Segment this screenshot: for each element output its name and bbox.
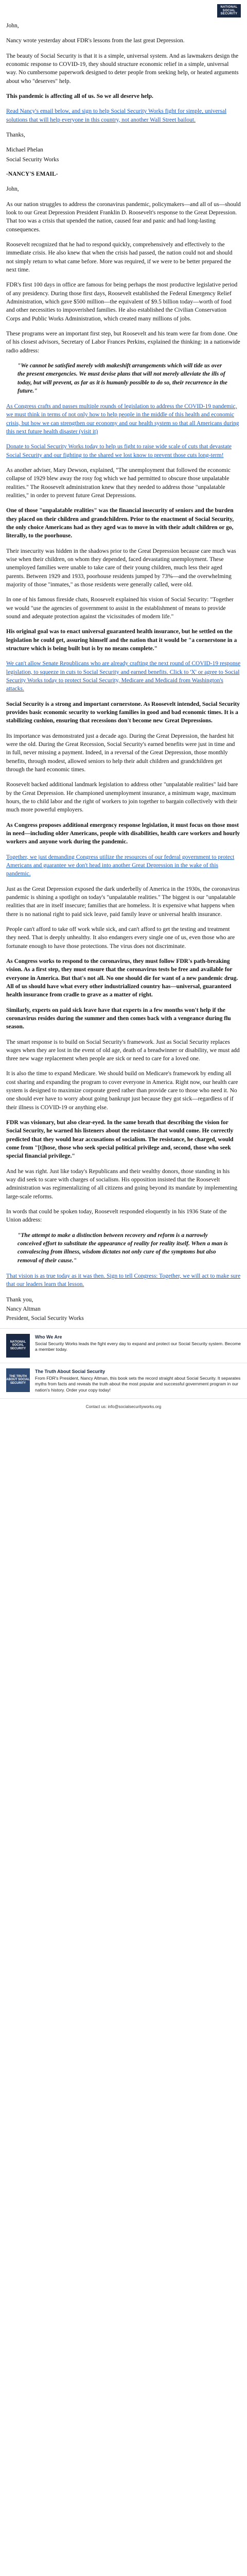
intro-paragraph: The beauty of Social Security is that it is a simple, universal system. And as lawmakers design the economic response to COVID-19, they should structure economic relief in a simple, universal way. No cumbersome paperwork designed to deter people from seeking help, or heated arguments about who "deserves" help. bbox=[6, 53, 239, 84]
signature-thanks: Thank you, bbox=[6, 1296, 33, 1303]
body-paragraph: His original goal was to enact universal guaranteed health insurance, but he settled on the legislation he could get, assuring himself and the nation that it would be "a cornerstone in a structure which is being built but is by no means complete." bbox=[6, 629, 237, 652]
signature-name: Michael Phelan bbox=[6, 147, 43, 154]
footer-item-title: Who We Are bbox=[35, 1334, 62, 1340]
body-paragraph: People can't afford to take off work while sick, and can't afford to get the testing and treatment they need. That is deeply unhealthy. It also endangers every single one of us, even those who are fortunate enough to have those protections. The virus does not discriminate. bbox=[6, 926, 235, 950]
body-paragraph: As Congress proposes additional emergency response legislation, it must focus on those most in need—including older Americans, people with disabilities, health care workers and hourly workers and anyone work during the pandemic. bbox=[6, 822, 240, 845]
body-paragraph: In words that could be spoken today, Roosevelt responded eloquently in his 1936 State of the Union address: bbox=[6, 1209, 227, 1224]
footer-logo-thumbnail: NATIONAL SOCIAL SECURITY bbox=[6, 1334, 30, 1358]
cta-link[interactable]: Read Nancy's email below, and sign to help Social Security Works fight for simple, universal solutions that will help everyone in this country, not another Wall Street bailout. bbox=[6, 108, 227, 123]
cta-link[interactable]: As Congress crafts and passes multiple rounds of legislation to address the COVID-19 pandemic, we must think in terms of not only how to help people in the middle of this health and economic crisis, but how we can strengthen our economy and our health system so that all Americans during this next future health disaster (visit it) bbox=[6, 403, 239, 435]
body-paragraph: As our nation struggles to address the coronavirus pandemic, policymakers—and all of us—should look to our Great Depression President Franklin D. Roosevelt's response to the Great Depression. That too was a crisis that upended the nation, caused fear and panic and had long-lasting consequences. bbox=[6, 201, 241, 233]
quote-perkins: "We cannot be satisfied merely with makeshift arrangements which will tide us over the present emergencies. We must devise plans that will not merely alleviate the ills of today, but will prevent, as far as it is humanly possible to do so, their recurrence in the future." bbox=[17, 362, 227, 394]
cta-paragraph bbox=[6, 659, 241, 693]
section-divider: -NANCY'S EMAIL- bbox=[6, 171, 58, 177]
body-paragraph: Their insecurity was hidden in the shadows prior to the Great Depression because care much was wise when their children, on whom they depended, faced devastating unemployment. These unemployed families were unable to take care of their young children, much less their aged parents. Between 1929 and 1933, poorhouse residents jumped by 73%—and the overwhelming majority of those "inmates," as those residents were generally called, were old. bbox=[6, 548, 236, 588]
donate-link[interactable]: Donate to Social Security Works today to help us fight to raise wide scale of cuts that devastate Social Security and our fighting to the shared we lost know to prevent those cuts long-term! bbox=[6, 444, 232, 459]
cta-paragraph bbox=[6, 402, 241, 436]
body-paragraph: As another adviser, Mary Dewson, explained, "The unemployment that followed the economic collapse of 1929 blew away the rosy fog which we had permitted to obscure those unpalatable realities." The Roosevelt administration knew that they needed to address those "unpalatable realities," in order to prevent future Great Depressions. bbox=[6, 467, 231, 499]
signature-org: Social Security Works bbox=[6, 156, 59, 163]
cta-link-paragraph bbox=[6, 107, 241, 124]
footer-item-who-we-are[interactable] bbox=[0, 1329, 247, 1363]
body-paragraph: The smart response is to build on Social Security's framework. Just as Social Security replaces wages when they are lost in the event of old age, death of a breadwinner or disability, we must add three new wage replacement when people are sick or need to care for a loved one. bbox=[6, 1039, 240, 1062]
cta-paragraph bbox=[6, 1272, 241, 1289]
body-paragraph: Similarly, experts on paid sick leave have that experts in a few months won't help if the coronavirus resides during the summer and then comes back with a vengeance during flu season. bbox=[6, 1007, 231, 1030]
body-paragraph: As Congress works to respond to the coronavirus, they must follow FDR's path-breaking vision. As a first step, they must ensure that the coronavirus tests be free and available for everyone in America. But that's not all. No one should die for want of a new pandemic drug. All of us should have what every other industrialized country has—universal, guaranteed health insurance from cradle to grave as a matter of right. bbox=[6, 958, 238, 998]
body-paragraph: Its importance was demonstrated just a decade ago. During the Great Depression, the hardest hit were the old. During the Great Recession, Social Security's earned benefits were just in time and in full, never missing a payment. Indeed, in a reversal of the Great Depression, those monthly benefits, through modest, allowed seniors to help their adult children and grandchildren get through the hard economic times. bbox=[6, 733, 235, 773]
cta-paragraph bbox=[6, 853, 241, 878]
brand-logo[interactable]: NATIONAL SOCIAL SECURITY bbox=[217, 4, 241, 18]
body-paragraph: And he was right. Just like today's Republicans and their wealthy donors, those standing in his way did seek to scare with charges of socialism. His opposition insisted that the Roosevelt administration was regimentalizing of all citizens and going beyond its mandate by implementing large-scale reforms. bbox=[6, 1168, 238, 1200]
intro-paragraph: Nancy wrote yesterday about FDR's lessons from the last great Depression. bbox=[6, 38, 185, 44]
signature-name: Nancy Altman bbox=[6, 1306, 41, 1313]
signature-michael bbox=[6, 146, 241, 164]
body-paragraph: These programs were an important first step, but Roosevelt and his team were far from done. One of his closest advisors, Secretary of Labor Frances Perkins, explained the thinking: in a nationwide radio address: bbox=[6, 330, 240, 354]
body-paragraph: One of those "unpalatable realities" was the financial insecurity of seniors and the burden they placed on their children and grandchildren. Prior to the enactment of Social Security, the only choice Americans had as they aged was to move in with their adult children or go, literally, to the poorhouse. bbox=[6, 507, 234, 539]
contact-line[interactable]: Contact us: info@socialsecurityworks.org bbox=[85, 1404, 162, 1410]
signature-org: President, Social Security Works bbox=[6, 1315, 84, 1322]
book-cover-thumbnail: THE TRUTH ABOUT SOCIAL SECURITY bbox=[6, 1368, 30, 1392]
footer-item-text: Social Security Works leads the fight every day to expand and protect our Social Security system. Become a member today. bbox=[35, 1341, 241, 1352]
cta-link[interactable]: That vision is as true today as it was then. Sign to tell Congress: Together, we will act to make sure that our leaders learn that lesson. bbox=[6, 1273, 241, 1288]
email-body bbox=[0, 16, 247, 1323]
cta-paragraph bbox=[6, 443, 241, 460]
body-paragraph: Just as the Great Depression exposed the dark underbelly of America in the 1930s, the coronavirus pandemic is shining a spotlight on today's "unpalatable realities." The biggest is our "unpalatable realities that are in itself insecure; families that are homeless. It is expensive what happens when there is no national right to paid sick leave, paid family leave or universal health insurance. bbox=[6, 886, 240, 918]
bold-line: This pandemic is affecting all of us. So we all deserve help. bbox=[6, 93, 153, 99]
salutation: John, bbox=[6, 186, 19, 193]
footer-item-text: From FDR's President, Nancy Altman, this book sets the record straight about Social Security. It separates myths from facts and reveals the truth about the most popular and successful government program in our nation's history. Order your copy today! bbox=[35, 1375, 241, 1393]
thanks: Thanks, bbox=[6, 131, 25, 138]
footer-item-title: The Truth About Social Security bbox=[35, 1368, 105, 1374]
cta-link[interactable]: Together, we just demanding Congress utilize the resources of our federal government to protect Americans and guarantee we don't head into another Great Depression in the wake of this pandemic. bbox=[6, 854, 235, 877]
header-bar bbox=[0, 0, 247, 16]
body-paragraph: In one of his famous fireside chats, Roosevelt explained his vision of Social Security: "Together we would "use the agencies of government to assist in the establishment of means to provide sound and adequate protection against the vicissitudes of modern life." bbox=[6, 597, 234, 620]
quote-fdr: "The attempt to make a distinction between recovery and reform is a narrowly conceived effort to substitute the appearance of reality for reality itself. When a man is convalescing from illness, wisdom dictates not only cure of the symptoms but also removal of their cause." bbox=[17, 1232, 228, 1264]
greeting: John, bbox=[6, 23, 19, 29]
body-paragraph: FDR's first 100 days in office are famous for being perhaps the most productive legislative period of any presidency. During those first days, Roosevelt established the Federal Emergency Relief Administration, which gave $500 million—the equivalent of $9.5 billion today—worth of food and other necessities to impoverished families. He also established the Civilian Conservation Corps and Public Works Administration, which created many millions of jobs. bbox=[6, 282, 238, 322]
footer bbox=[0, 1328, 247, 1417]
body-paragraph: It is also the time to expand Medicare. We should build on Medicare's framework by ending all cost sharing and expanding the program to cover everyone in America. Right now, our health care system is designed to maximize corporate greed rather than provide care to those who need it. No one should ever have to worry about going bankrupt just because they got sick—regardless of if their illness is COVID-19 or anything else. bbox=[6, 1071, 238, 1111]
body-paragraph: Social Security is a strong and important cornerstone. As Roosevelt intended, Social Security provides basic economic security to working families in good and bad economic times. It is a stabilizing cushion, ensuring that recessions don't become new Great Depressions. bbox=[6, 701, 240, 724]
signature-nancy bbox=[6, 1296, 241, 1323]
footer-item-book[interactable] bbox=[0, 1363, 247, 1399]
cta-link[interactable]: We can't allow Senate Republicans who are already crafting the next round of COVID-19 response legislation, to squeeze in cuts to Social Security and earned benefits. Click to 'X' or agree to Social Security Works today to protect Social Security, Medicare and Medicaid from Washington's attacks. bbox=[6, 660, 241, 692]
body-paragraph: FDR was visionary, but also clear-eyed. In the same breath that describing the vision for Social Security, he warned his listeners about the resistance that would come. He correctly predicted that they would hear accusations of socialism. The resistance, he charged, would come from "[t]hose, those who seek special political privilege and, second, those who seek special financial privilege." bbox=[6, 1120, 234, 1160]
body-paragraph: Roosevelt recognized that he had to respond quickly, comprehensively and effectively to the immediate crisis. He also knew that when the crisis had passed, the nation could not and should not simply return to what came before. More was required, if we were to be better prepared the next time. bbox=[6, 241, 233, 273]
body-paragraph: Roosevelt backed additional landmark legislation to address other "unpalatable realities" laid bare by the Great Depression. He championed unemployment insurance, a minimum wage, maximum hours, the to child labor and the right of workers to join together to bargain collectively with their much more powerful employers. bbox=[6, 782, 238, 814]
